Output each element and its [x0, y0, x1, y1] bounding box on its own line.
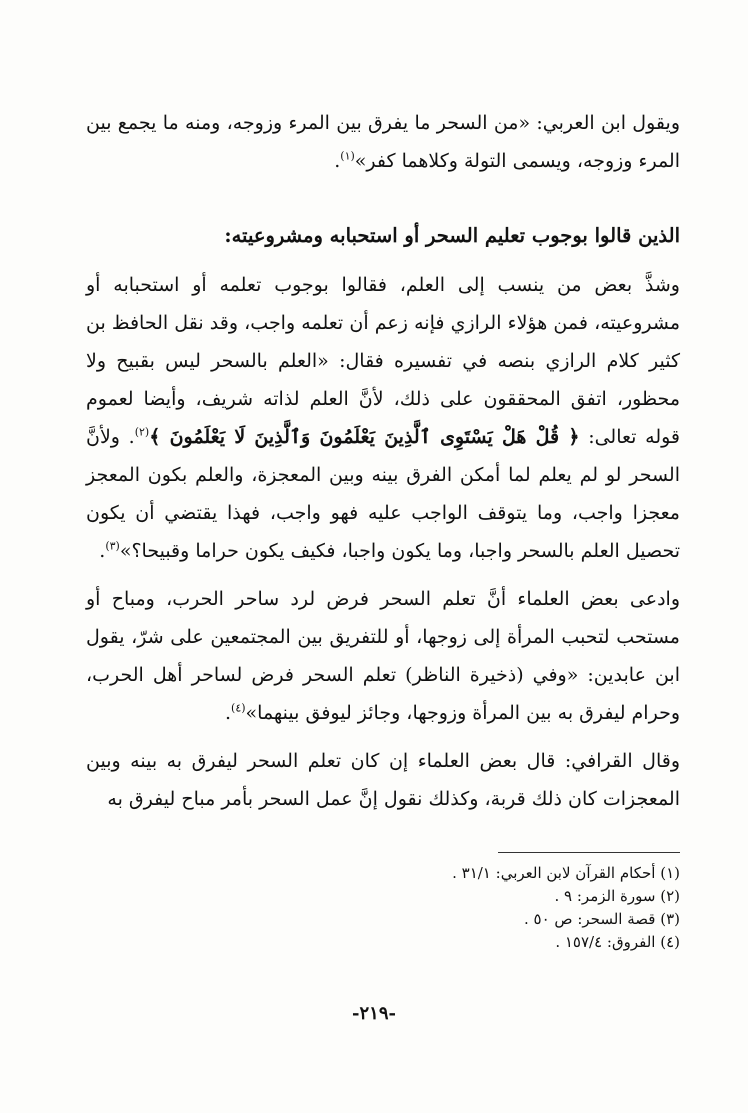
footnote-ref-1: (١)	[340, 149, 355, 163]
footnote-item: (٣) قصة السحر: ص ٥٠ .	[523, 910, 680, 928]
quran-verse: ﴿ قُلْ هَلْ يَسْتَوِى ٱلَّذِينَ يَعْلَمُونَ وَٱلَّذِينَ لَا يَعْلَمُونَ ﴾	[149, 426, 580, 448]
footnote-ref-4: (٤)	[231, 701, 246, 715]
footnote-item: (١) أحكام القرآن لابن العربي: ٣١/١ .	[452, 864, 680, 882]
paragraph-3-end: .	[224, 702, 232, 724]
footnote-separator	[498, 852, 680, 853]
section-heading: الذين قالوا بوجوب تعليم السحر أو استحبابه ومشروعيته:	[224, 224, 680, 247]
page-number: -٢١٩-	[352, 1003, 396, 1024]
paragraph-4-text: وقال القرافي: قال بعض العلماء إن كان تعلم السحر ليفرق به بينه وبين المعجزات كان ذلك قربة، وكذلك نقول إنَّ عمل السحر بأمر مباح ليفرق به	[86, 750, 680, 810]
paragraph-1-end: .	[334, 150, 341, 172]
paragraph-ibn-abidin	[86, 580, 680, 732]
paragraph-2-end: .	[99, 540, 106, 562]
paragraph-razi	[86, 266, 680, 570]
footnote-item: (٢) سورة الزمر: ٩ .	[554, 887, 680, 905]
paragraph-2-text-b: . ولأنَّ السحر لو لم يعلم لما أمكن الفرق بينه وبين المعجزة، والعلم بكون المعجز معجزا واجب، وما يتوقف الواجب عليه فهو واجب، فهذا يقتضي أن يكون تحصيل العلم بالسحر واجبا، وما يكون واجبا، فكيف يكون حراما وقبيحا؟»	[86, 426, 680, 562]
paragraph-ibn-al-arabi	[86, 104, 680, 180]
footnote-ref-3: (٣)	[105, 539, 120, 553]
paragraph-1-text: ويقول ابن العربي: «من السحر ما يفرق بين المرء وزوجه، ومنه ما يجمع بين المرء وزوجه، ويسمى التولة وكلاهما كفر»	[86, 112, 680, 172]
paragraph-3-text: وادعى بعض العلماء أنَّ تعلم السحر فرض لرد ساحر الحرب، ومباح أو مستحب لتحبب المرأة إلى زوجها، أو للتفريق بين المجتمعين على شرّ، يقول ابن عابدين: «وفي (ذخيرة الناظر) تعلم السحر فرض لساحر أهل الحرب، وحرام ليفرق به بين المرأة وزوجها، وجائز ليوفق بينهما»	[86, 588, 680, 724]
paragraph-2-text-a: وشذَّ بعض من ينسب إلى العلم، فقالوا بوجوب تعلمه أو استحبابه أو مشروعيته، فمن هؤلاء الرازي فإنه زعم أن تعلمه واجب، وقد نقل الحافظ بن كثير كلام الرازي بنصه في تفسيره فقال: «العلم بالسحر ليس بقبيح ولا محظور، اتفق المحققون على ذلك، لأنَّ العلم لذاته شريف، وأيضا لعموم قوله تعالى:	[86, 274, 681, 448]
footnote-item: (٤) الفروق: ١٥٧/٤ .	[555, 933, 680, 951]
paragraph-qarafi	[86, 742, 680, 818]
footnote-ref-2: (٢)	[134, 425, 150, 439]
footnotes-list	[380, 862, 680, 954]
